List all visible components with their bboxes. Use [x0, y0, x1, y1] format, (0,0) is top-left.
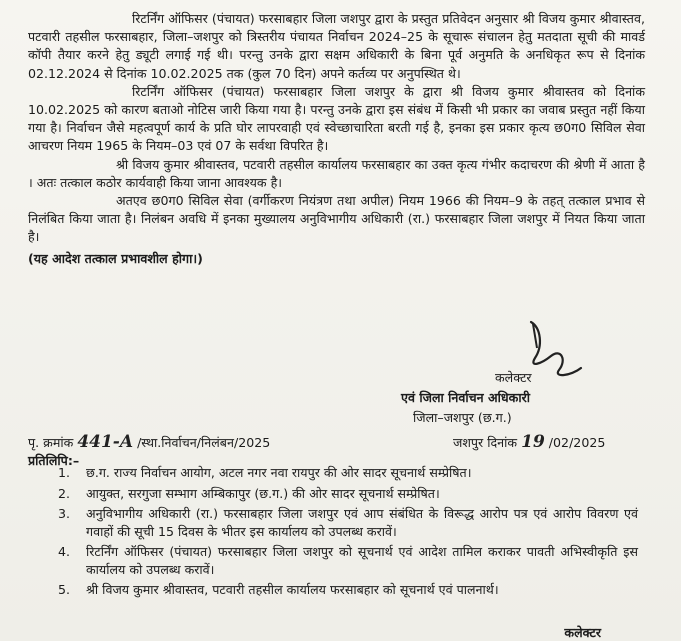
paragraph-3: श्री विजय कुमार श्रीवास्तव, पटवारी तहसील कार्यालय फरसाबहार का उक्त कृत्य गंभीर कदाचरण की श्रेणी में आता है । अतः तत्काल कठोर कार्यवाही किया जाना आवश्यक है। — [28, 156, 645, 190]
paragraph-2: रिटर्निंग ऑफिसर (पंचायत) फरसाबहार जिला जशपुर के द्वारा श्री विजय कुमार श्रीवास्तव को दिनांक 10.02.2025 को कारण बताओ नोटिस जारी किया गया है। परन्तु उनके द्वारा इस संबंध में किसी भी प्रकार का जवाब प्रस्तुत नहीं किया गया है। निर्वाचन जैसे महत्वपूर्ण कार्य के प्रति घोर लापरवाही एवं स्वेच्छाचारिता बरती गई है, इनका इस प्रकार कृत्य छ0ग0 सिविल सेवा आचरण नियम 1965 के नियम–03 एवं 07 के सर्वथा विपरित है। — [28, 83, 645, 154]
signature-designation: एवं जिला निर्वाचन अधिकारी — [401, 390, 531, 405]
list-item: 5. श्री विजय कुमार श्रीवास्तव, पटवारी तहसील कार्यालय फरसाबहार को सूचनार्थ एवं पालनार्थ। — [58, 582, 499, 597]
reference-suffix: /स्था.निर्वाचन/निलंबन/2025 — [137, 435, 271, 450]
signature-location: जिला–जशपुर (छ.ग.) — [413, 410, 512, 425]
date-rest: /02/2025 — [548, 435, 606, 450]
paragraph-1: रिटर्निंग ऑफिसर (पंचायत) फरसाबहार जिला जशपुर द्वारा के प्रस्तुत प्रतिवेदन अनुसार श्री विजय कुमार श्रीवास्तव, पटवारी तहसील फरसाबहार, जिला–जशपुर को त्रिस्तरीय पंचायत निर्वाचन 2024–25 के सूचारू संचालन हेतु मतदाता सूची की मावर्ड कॉपी तैयार करने हेतु ड्यूटी लगाई गई थी। परन्तु उनके द्वारा सक्षम अधिकारी के बिना पूर्व अनुमति के अनधिकृत रूप से दिनांक 02.12.2024 से दिनांक 10.02.2025 तक (कुल 70 दिन) अपने कर्तव्य पर अनुपस्थित थे। — [28, 11, 645, 81]
copy-to-title: प्रतिलिपि:– — [28, 453, 80, 468]
date-label: जशपुर दिनांक — [453, 435, 518, 450]
copy-to-list — [58, 464, 638, 602]
list-item: 3. अनुविभागीय अधिकारी (रा.) फरसाबहार जिला जशपुर एवं आप संबंधित के विरूद्ध आरोप पत्र एवं आरोप विवरण एवं गवाहों की सूची 15 दिवस के भीतर इस कार्यालय को उपलब्ध करावें। — [58, 506, 638, 539]
effective-note: (यह आदेश तत्काल प्रभावशील होगा।) — [28, 250, 203, 266]
reference-prefix: पृ. क्रमांक — [28, 435, 74, 450]
signature-block — [401, 368, 621, 428]
signature-title: कलेक्टर — [495, 370, 532, 385]
reference-date — [453, 432, 605, 452]
paragraph-4: अतएव छ0ग0 सिविल सेवा (वर्गीकरण नियंत्रण तथा अपील) नियम 1966 की नियम–9 के तहत् तत्काल प्रभाव से निलंबित किया जाता है। निलंबन अवधि में इनका मुख्यालय अनुविभागीय अधिकारी (रा.) फरसाबहार जिला जशपुर में नियत किया जाता है। — [28, 193, 645, 245]
footer-collector: कलेक्टर — [564, 625, 601, 640]
reference-handwritten-number: 441-A — [77, 432, 134, 452]
list-item: 2. आयुक्त, सरगुजा सम्भाग अम्बिकापुर (छ.ग.) की ओर सादर सूचनार्थ सम्प्रेषित। — [58, 485, 440, 501]
list-item: 4. रिटर्निंग ऑफिसर (पंचायत) फरसाबहार जिला जशपुर को सूचनार्थ एवं आदेश तामिल कराकर पावती अभिस्वीकृति इस कार्यालय को उपलब्ध करावें। — [58, 544, 638, 577]
reference-number — [28, 432, 270, 452]
list-item: 1. छ.ग. राज्य निर्वाचन आयोग, अटल नगर नवा रायपुर की ओर सादर सूचनार्थ सम्प्रेषित। — [58, 465, 472, 480]
date-day: 19 — [521, 432, 545, 452]
